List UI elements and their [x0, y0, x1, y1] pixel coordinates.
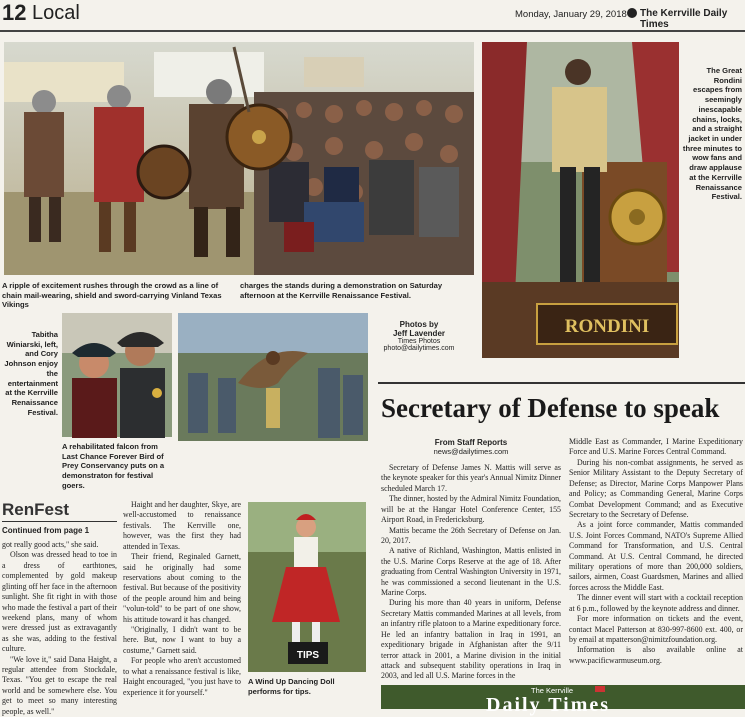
- paragraph: During his non-combat assignments, he served as Senior Military Assistant to the Deputy Secretary of Defense; as Director, Marine Corps Manpower Plans and Policy; as Commanding General, Marine Corps Combat Development Command; and as Executive Secretary to the Secretary of Defense.: [569, 457, 743, 519]
- ad-small-text: The Kerrville: [531, 686, 574, 695]
- paragraph: got really good acts," she said.: [2, 540, 99, 549]
- section-name: Local: [32, 2, 80, 24]
- secdef-byline-block: [381, 438, 561, 456]
- renfest-column-2: [123, 500, 241, 705]
- credit-email: photo@dailytimes.com: [383, 345, 455, 352]
- paragraph: For people who aren't accustomed to what a renaissance festival is like, Haight encouraged, "you just have to experience it for yourself.": [123, 656, 241, 697]
- rondini-caption: The Great Rondini escapes from seemingly inescapable chains, locks, and a straight jacket in under three minutes to wow fans and draw applause at the Kerrville Renaissance Festival.: [682, 66, 742, 202]
- renfest-continued: Continued from page 1: [2, 526, 90, 535]
- paragraph: During his more than 40 years in uniform, Defense Secretary Mattis commanded Marines at all levels, from an infantry rifle platoon to a Marine expeditionary force. He led an infantry battalion in Iraq in 1991, an expeditionary brigade in Afghanistan after the 9/11 terror attack in 2001, a Marine division in the initial attack and subsequent stability operations in Iraq in 2003, and led all U.S. Marine forces in the: [381, 598, 561, 681]
- page-header: [0, 0, 745, 32]
- issue-date: Monday, January 29, 2018: [515, 9, 627, 20]
- couple-photo: [62, 313, 172, 437]
- secdef-headline: Secretary of Defense to speak: [381, 393, 720, 423]
- paragraph: The dinner event will start with a cocktail reception at 6 p.m., followed by the keynote address and dinner.: [569, 593, 743, 613]
- renfest-title: RenFest: [2, 500, 70, 519]
- page-number: 12: [2, 0, 27, 25]
- vikings-caption-right: charges the stands during a demonstration on Saturday afternoon at the Kerrville Renaissance Festival.: [240, 281, 443, 300]
- tips-sign-text: TIPS: [296, 650, 320, 661]
- paragraph: "Originally, I didn't want to be here. But, now I want to buy a costume," Garnett said.: [123, 625, 241, 655]
- rondini-photo: [482, 42, 679, 358]
- paragraph: The dinner, hosted by the Admiral Nimitz Foundation, will be at the Hangar Hotel Conference Center, 155 Airport Road, in Fredericksburg.: [381, 494, 561, 525]
- paragraph: For more information on tickets and the event, contact Macel Patterson at 830-997-8600 ext. 400, or by email at mpatterson@nimitzfoundation.org.: [569, 614, 743, 645]
- paragraph: Middle East as Commander, I Marine Expeditionary Force and U.S. Marine Forces Central Command.: [569, 437, 743, 457]
- doll-caption: A Wind Up Dancing Doll performs for tips.: [248, 677, 335, 696]
- article-top-rule: [378, 382, 745, 384]
- secdef-column-2: [569, 437, 743, 681]
- falcon-photo: [178, 313, 368, 441]
- rondini-sign-text: RONDINI: [564, 316, 650, 337]
- photo-credit: [374, 320, 464, 352]
- paragraph: "We love it," said Dana Haight, a regular attendee from Stockdale, Texas. "You get to escape the real world and be somewhere else. You get to meet so many interesting people, as well.": [2, 654, 117, 716]
- renfest-column-1: [2, 540, 117, 716]
- paragraph: Haight and her daughter, Skye, are well-accustomed to renaissance festivals. The Kerrville one, however, was the first they had attended in Texas.: [123, 500, 241, 551]
- paragraph: Mattis became the 26th Secretary of Defense on Jan. 20, 2017.: [381, 525, 561, 545]
- secdef-byline: From Staff Reports: [434, 438, 508, 447]
- secdef-email: news@dailytimes.com: [433, 447, 509, 456]
- vikings-photo: [4, 42, 474, 275]
- credit-line1: Photos by: [399, 320, 439, 329]
- paragraph: As a joint force commander, Mattis commanded U.S. Joint Forces Command, NATO's Supreme Allied Command for Transformation, and U.S. Central Command. At U.S. Central Command, he directed military operations of more than 200,000 soldiers, sailors, airmen, Coast Guardsmen, Marines and allied forces across the Middle East.: [569, 520, 743, 592]
- clock-logo-icon: [627, 8, 637, 18]
- credit-line3: Times Photos: [397, 338, 441, 345]
- falcon-caption: A rehabilitated falcon from Last Chance Forever Bird of Prey Conservancy puts on a demonstraton for festival goers.: [62, 442, 165, 490]
- newspaper-name: The Kerrville Daily Times: [640, 8, 728, 30]
- couple-caption: Tabitha Winiarski, left, and Cory Johnson enjoy the entertainment at the Kerrville Renaissance Festival.: [4, 330, 58, 417]
- flag-icon: [595, 686, 605, 692]
- paragraph: Olson was dressed head to toe in a dress of earthtones, complemented by gold makeup glinting off her face in the afternoon sunlight. She fit right in with those who made the festival a part of their weekend plans, many of whom were dressed just as extravagantly as she was, adding to the festival culture.: [2, 550, 117, 654]
- vikings-caption-left: A ripple of excitement rushes through the crowd as a line of chain mail-wearing, shield and sword-carrying Vinland Texas Vikings: [2, 281, 222, 310]
- paragraph: A native of Richland, Washington, Mattis enlisted in the U.S. Marine Corps Reserve at the age of 18. After graduating from Central Washington University in 1971, he was commissioned a second lieutenant in the U.S. Marine Corps.: [381, 546, 561, 598]
- ad-big-text: Daily Times: [486, 694, 611, 716]
- paragraph: Their friend, Reginaled Garnett, said he originally had some reservations about coming to the festival. But because of the positivity of the people around him and being "volun-told" to be part of one show, his attitude toward it has changed.: [123, 552, 241, 624]
- ad-banner[interactable]: [381, 685, 745, 716]
- credit-photographer: Jeff Lavender: [392, 329, 446, 338]
- paragraph: Information is also available online at www.pacificwarmuseum.org.: [569, 645, 743, 665]
- secdef-column-1: [381, 463, 561, 681]
- paragraph: Secretary of Defense James N. Mattis will serve as the keynote speaker for this year's Annual Nimitz Dinner scheduled March 17.: [381, 463, 561, 493]
- doll-photo: [248, 502, 366, 672]
- renfest-rule: [2, 521, 117, 522]
